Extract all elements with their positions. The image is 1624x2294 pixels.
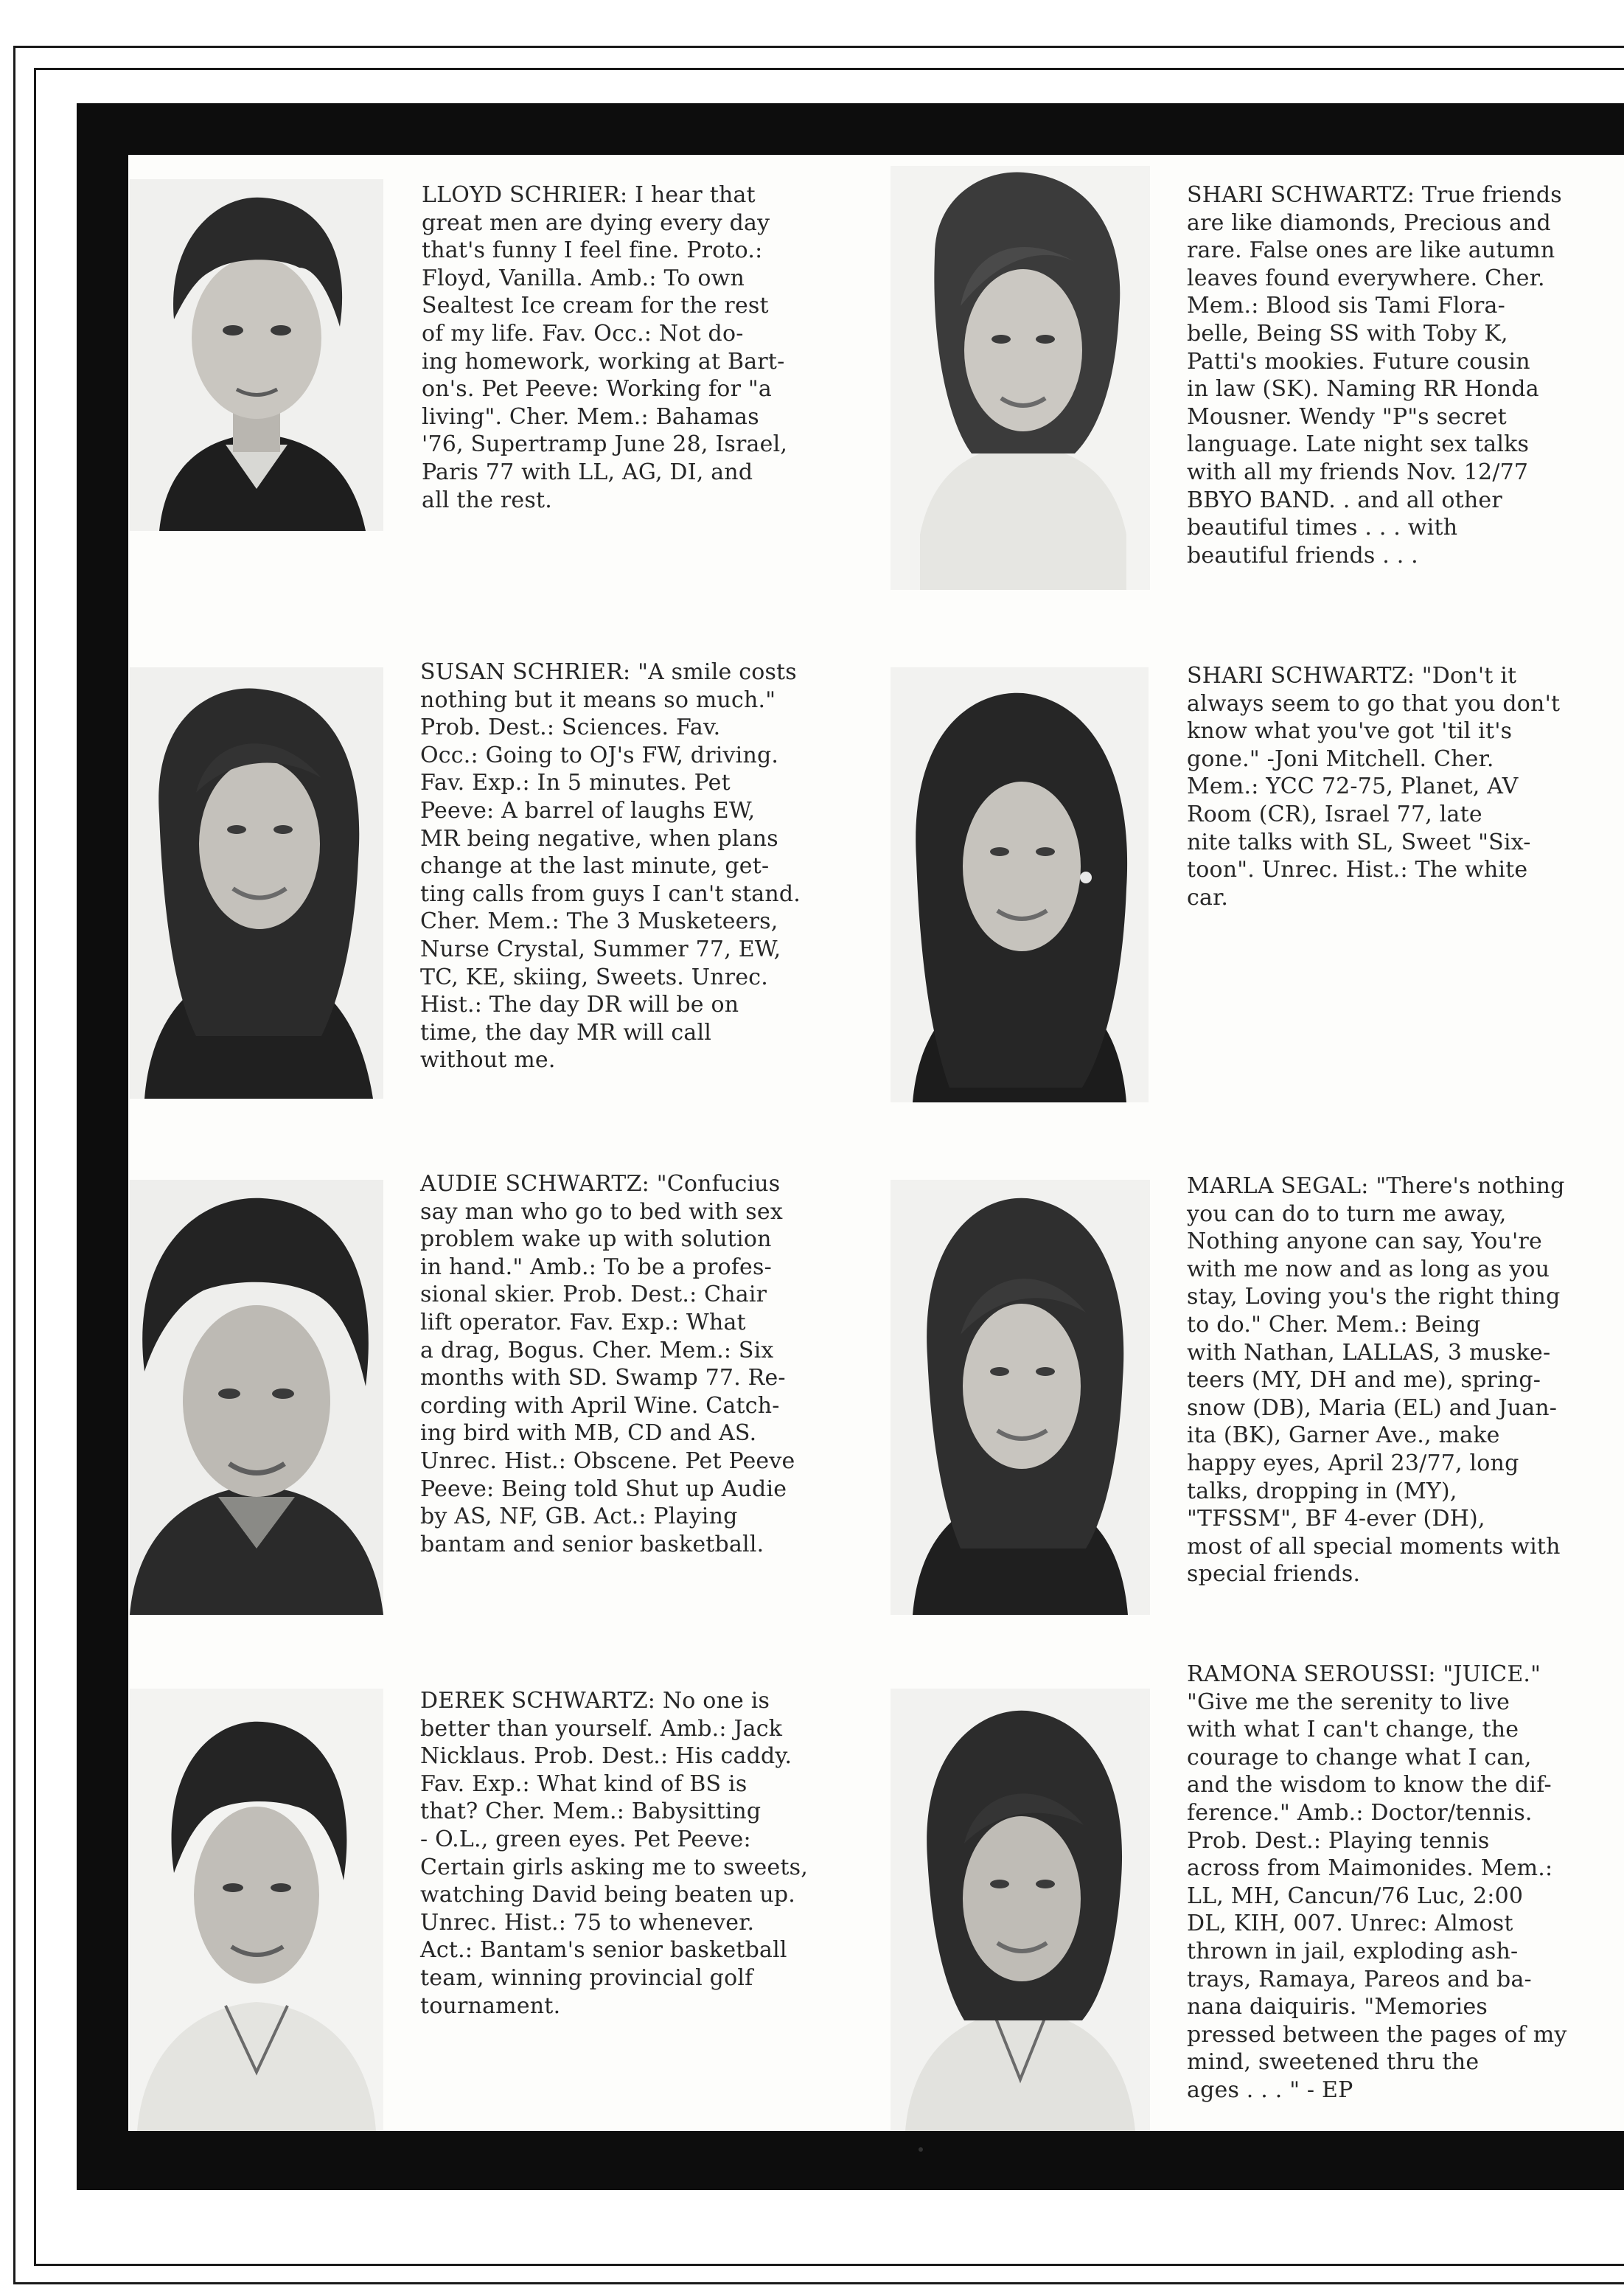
portrait-photo-shari-schwartz-1	[891, 166, 1150, 590]
portrait-photo-shari-schwartz-2	[891, 667, 1149, 1102]
bio-audie-schwartz: AUDIE SCHWARTZ: "Confucius say man who go to bed with sex problem wake up with solution in hand." Amb.: To be a profes- sional skier. Prob. Dest.: Chair lift operator. Fav. Exp.: What a drag, Bogus. Cher. Mem.: Six months with SD. Swamp 77. Re- cording with April Wine. Catch- ing bird with MB, CD and AS. Unrec. Hist.: Obscene. Pet Peeve Peeve: Being told Shut up Audie by AS, NF, GB. Act.: Playing bantam and senior basketball.	[420, 1171, 795, 1557]
portrait-photo-derek-schwartz	[130, 1689, 383, 2131]
portrait-photo-susan-schrier	[130, 667, 383, 1099]
portrait-photo-lloyd-schrier	[130, 179, 383, 531]
page-speck	[919, 2147, 923, 2152]
bio-susan-schrier: SUSAN SCHRIER: "A smile costs nothing but it means so much." Prob. Dest.: Sciences. Fav. Occ.: Going to OJ's FW, driving. Fav. Exp.: In 5 minutes. Pet Peeve: A barrel of laughs EW, MR being negative, when plans change at the last minute, get- ting calls from guys I can't stand. Cher. Mem.: The 3 Musketeers, Nurse Crystal, Summer 77, EW, TC, KE, skiing, Sweets. Unrec. Hist.: The day DR will be on time, the day MR will call without me.	[420, 659, 801, 1074]
bio-shari-schwartz-2: SHARI SCHWARTZ: "Don't it always seem to go that you don't know what you've got 'til it's gone." -Joni Mitchell. Cher. Mem.: YCC 72-75, Planet, AV Room (CR), Israel 77, late nite talks with SL, Sweet "Six- toon". Unrec. Hist.: The white car.	[1187, 663, 1561, 911]
bio-lloyd-schrier: LLOYD SCHRIER: I hear that great men are dying every day that's funny I feel fine. Proto.: Floyd, Vanilla. Amb.: To own Sealtest Ice cream for the rest of my life. Fav. Occ.: Not do- ing homework, working at Bart- on's. Pet Peeve: Working for "a living". Cher. Mem.: Bahamas '76, Supertramp June 28, Israel, Paris 77 with LL, AG, DI, and all the rest.	[422, 182, 788, 513]
bio-marla-segal: MARLA SEGAL: "There's nothing you can do to turn me away, Nothing anyone can say, You're with me now and as long as you stay, Loving you's the right thing to do." Cher. Mem.: Being with Nathan, LALLAS, 3 muske- teers (MY, DH and me), spring- snow (DB), Maria (EL) and Juan- ita (BK), Garner Ave., make happy eyes, April 23/77, long talks, dropping in (MY), "TFSSM", BF 4-ever (DH), most of all special moments with special friends.	[1187, 1173, 1565, 1588]
portrait-photo-marla-segal	[891, 1180, 1150, 1615]
bio-ramona-seroussi: RAMONA SEROUSSI: "JUICE." "Give me the serenity to live with what I can't change, the courage to change what I can, and the wisdom to know the dif- ference." Amb.: Doctor/tennis. Prob. Dest.: Playing tennis across from Maimonides. Mem.: LL, MH, Cancun/76 Luc, 2:00 DL, KIH, 007. Unrec: Almost thrown in jail, exploding ash- trays, Ramaya, Pareos and ba- nana daiquiris. "Memories pressed between the pages of my mind, sweetened thru the ages . . . " - EP	[1187, 1661, 1567, 2103]
bio-shari-schwartz-1: SHARI SCHWARTZ: True friends are like diamonds, Precious and rare. False ones are like autumn leaves found everywhere. Cher. Mem.: Blood sis Tami Flora- belle, Being SS with Toby K, Patti's mookies. Future cousin in law (SK). Naming RR Honda Mousner. Wendy "P"s secret language. Late night sex talks with all my friends Nov. 12/77 BBYO BAND. . and all other beautiful times . . . with beautiful friends . . .	[1187, 182, 1562, 569]
portrait-photo-audie-schwartz	[130, 1180, 383, 1615]
portrait-photo-ramona-seroussi	[891, 1689, 1150, 2131]
bio-derek-schwartz: DEREK SCHWARTZ: No one is better than yourself. Amb.: Jack Nicklaus. Prob. Dest.: His caddy. Fav. Exp.: What kind of BS is that? Cher. Mem.: Babysitting - O.L., green eyes. Pet Peeve: Certain girls asking me to sweets, watching David being beaten up. Unrec. Hist.: 75 to whenever. Act.: Bantam's senior basketball team, winning provincial golf tournament.	[420, 1688, 808, 2019]
